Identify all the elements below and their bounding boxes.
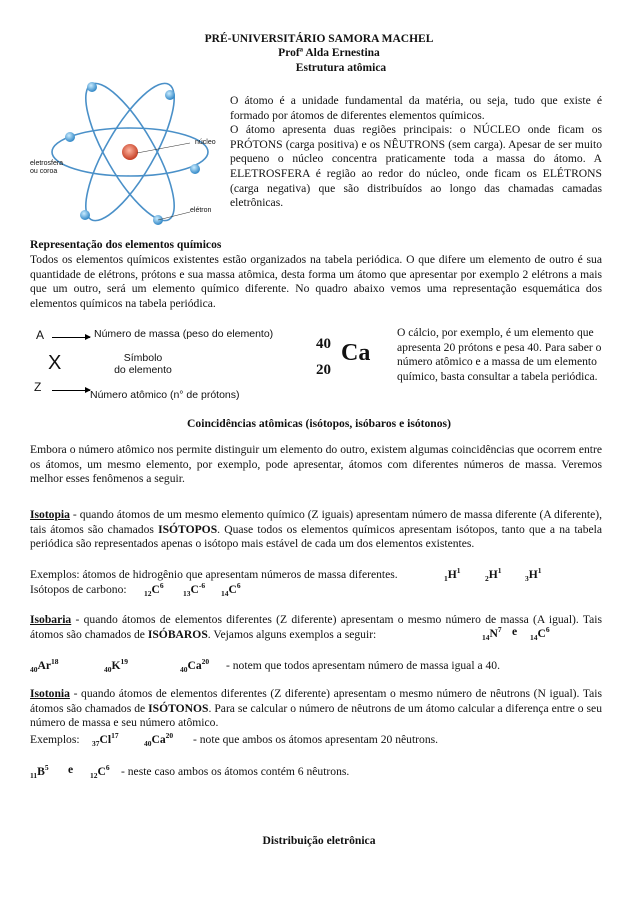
nuclide-c14: $_{14}C^6$ xyxy=(221,581,241,599)
nuclide-ca2: $_{40}Ca^{20}$ xyxy=(144,731,174,749)
isotopia-term: Isotopia xyxy=(30,508,70,521)
section-title-representation: Representação dos elementos químicos xyxy=(30,238,222,251)
nuclide-c12b: $_{12}C^6$ xyxy=(90,763,110,781)
intro-paragraph-1: O átomo é a unidade fundamental da matéria, ou seja, tudo que existe é formado por átomos de diferentes elementos químicos. xyxy=(230,94,602,122)
section-title-coincidences: Coincidências atômicas (isótopos, isóbaros e isótonos) xyxy=(187,417,451,430)
isotonia-example-label: Exemplos: xyxy=(30,733,80,746)
nuclide-k: $_{40}K^{19}$ xyxy=(104,657,129,675)
element-symbol: X xyxy=(48,352,62,374)
intro-paragraph-2: O átomo apresenta duas regiões principais: o NÚCLEO onde ficam os PRÓTONS (carga positiva) e os NÊUTRONS (sem carga). Apesar de ser muito pequeno o núcleo concentra praticamente toda a massa do átomo. A ELETROSFERA é região ao redor do núcleo, onde ficam os ELÉTRONS (carga negativa) que são distribuídos ao longo das chamadas camadas eletrônicas. xyxy=(230,123,602,210)
atom-illustration xyxy=(30,77,225,237)
arrow-z xyxy=(52,390,90,391)
nuclide-h1: $_1H^1$ xyxy=(444,566,461,584)
nucleo-label: núcleo xyxy=(195,139,216,146)
nuclide-ca: $_{40}Ca^{20}$ xyxy=(180,657,210,675)
page-title: Estrutura atômica xyxy=(295,62,387,74)
intro-text xyxy=(230,94,602,211)
isobaria-note: - notem que todos apresentam número de massa igual a 40. xyxy=(226,659,500,672)
eletron-label: elétron xyxy=(190,207,212,214)
calcium-note: O cálcio, por exemplo, é um elemento que apresenta 20 prótons e pesa 40. Para saber o número atômico e a massa de um elemento químico, basta consultar a tabela periódica. xyxy=(397,326,602,383)
arrow-a xyxy=(52,337,90,338)
eletrosfera-label: eletrosfera ou coroa xyxy=(30,160,64,175)
atomic-number-label: Número atômico (n° de prótons) xyxy=(90,389,240,401)
isotonia-conjunction: e xyxy=(68,763,74,776)
isobaria-paragraph: Isobaria - quando átomos de elementos diferentes (Z diferente) apresentam o mesmo número de massa (A igual). Tais átomos são chamados de ISÓBAROS. Vejamos alguns exemplos a seguir: xyxy=(30,613,602,641)
nuclide-h3: $_3H^1$ xyxy=(525,566,542,584)
mass-number-label: Número de massa (peso do elemento) xyxy=(94,328,274,340)
element-notation-diagram xyxy=(30,320,310,405)
teacher-name: Profª Alda Ernestina xyxy=(278,47,380,59)
hydrogen-example-text: Exemplos: átomos de hidrogênio que apresentam números de massa diferentes. xyxy=(30,568,398,581)
isobaros-term: ISÓBAROS xyxy=(147,627,208,641)
school-name: PRÉ-UNIVERSITÁRIO SAMORA MACHEL xyxy=(204,33,434,45)
carbon-example-text: Isótopos de carbono: xyxy=(30,583,127,596)
coincidences-intro: Embora o número atômico nos permite distinguir um elemento do outro, existem algumas coincidências que ocorrem entre os átomos, um mesmo elemento, por exemplo, pode apresentar, átomos com diferentes números de massa. Veremos melhor esses fenômenos a seguir. xyxy=(30,443,602,486)
isotopos-term: ISÓTOPOS xyxy=(158,522,218,536)
nuclide-n14: $_{14}N^7$ xyxy=(482,625,502,643)
section-title-distribution: Distribuição eletrônica xyxy=(262,834,376,847)
isotonia-paragraph: Isotonia - quando átomos de elementos diferentes (Z diferente) apresentam o mesmo número de nêutrons (N igual). Tais átomos são chamados de ISÓTONOS. Para se calcular o número de nêutrons de um átomo calcular a diferença entre o seu número de massa e seu número atômico. xyxy=(30,687,603,730)
nuclide-ar: $_{40}Ar^{18}$ xyxy=(30,657,59,675)
element-symbol-label: Símbolo do elemento xyxy=(114,352,172,376)
isobaria-conjunction: e xyxy=(512,625,518,638)
calcium-mass-number: 40 xyxy=(316,336,331,352)
isotonia-note-2: - neste caso ambos os átomos contém 6 nêutrons. xyxy=(121,765,350,778)
isobaria-term: Isobaria xyxy=(30,613,72,626)
nuclide-c13: $_{13}C^{-6}$ xyxy=(183,581,206,599)
mass-number-symbol: A xyxy=(36,328,45,342)
isotonos-term: ISÓTONOS xyxy=(148,701,209,715)
nuclide-c14b: $_{14}C^6$ xyxy=(530,625,550,643)
calcium-symbol: Ca xyxy=(341,340,371,366)
nuclide-c12: $_{12}C^6$ xyxy=(144,581,164,599)
isotonia-term: Isotonia xyxy=(30,687,70,700)
nuclide-cl: $_{37}Cl^{17}$ xyxy=(92,731,119,749)
isotonia-example-note: - note que ambos os átomos apresentam 20 nêutrons. xyxy=(193,733,439,746)
nuclide-b: $_{11}B^5$ xyxy=(30,763,49,781)
isotopia-paragraph: Isotopia - quando átomos de um mesmo elemento químico (Z iguais) apresentam número de massa diferente (A diferente), tais átomos são chamados ISÓTOPOS. Quase todos os elementos químicos apresentam isótopos, tanto que a na tabela periódica são representados apenas o isótopo mais estável de cada um dos elementos existentes. xyxy=(30,508,603,551)
atomic-number-symbol: Z xyxy=(34,380,42,394)
nuclide-h2: $_2H^1$ xyxy=(485,566,502,584)
calcium-atomic-number: 20 xyxy=(316,362,331,378)
representation-text: Todos os elementos químicos existentes estão organizados na tabela periódica. O que difere um elemento de outro é sua quantidade de elétrons, prótons e sua massa atômica, desta forma um átomo que apresentar por exemplo 2 elétrons a mais que um outro, será um elemento químico diferente. No quadro abaixo vemos uma representação esquemática dos elementos químicos na tabela periódica. xyxy=(30,253,602,310)
